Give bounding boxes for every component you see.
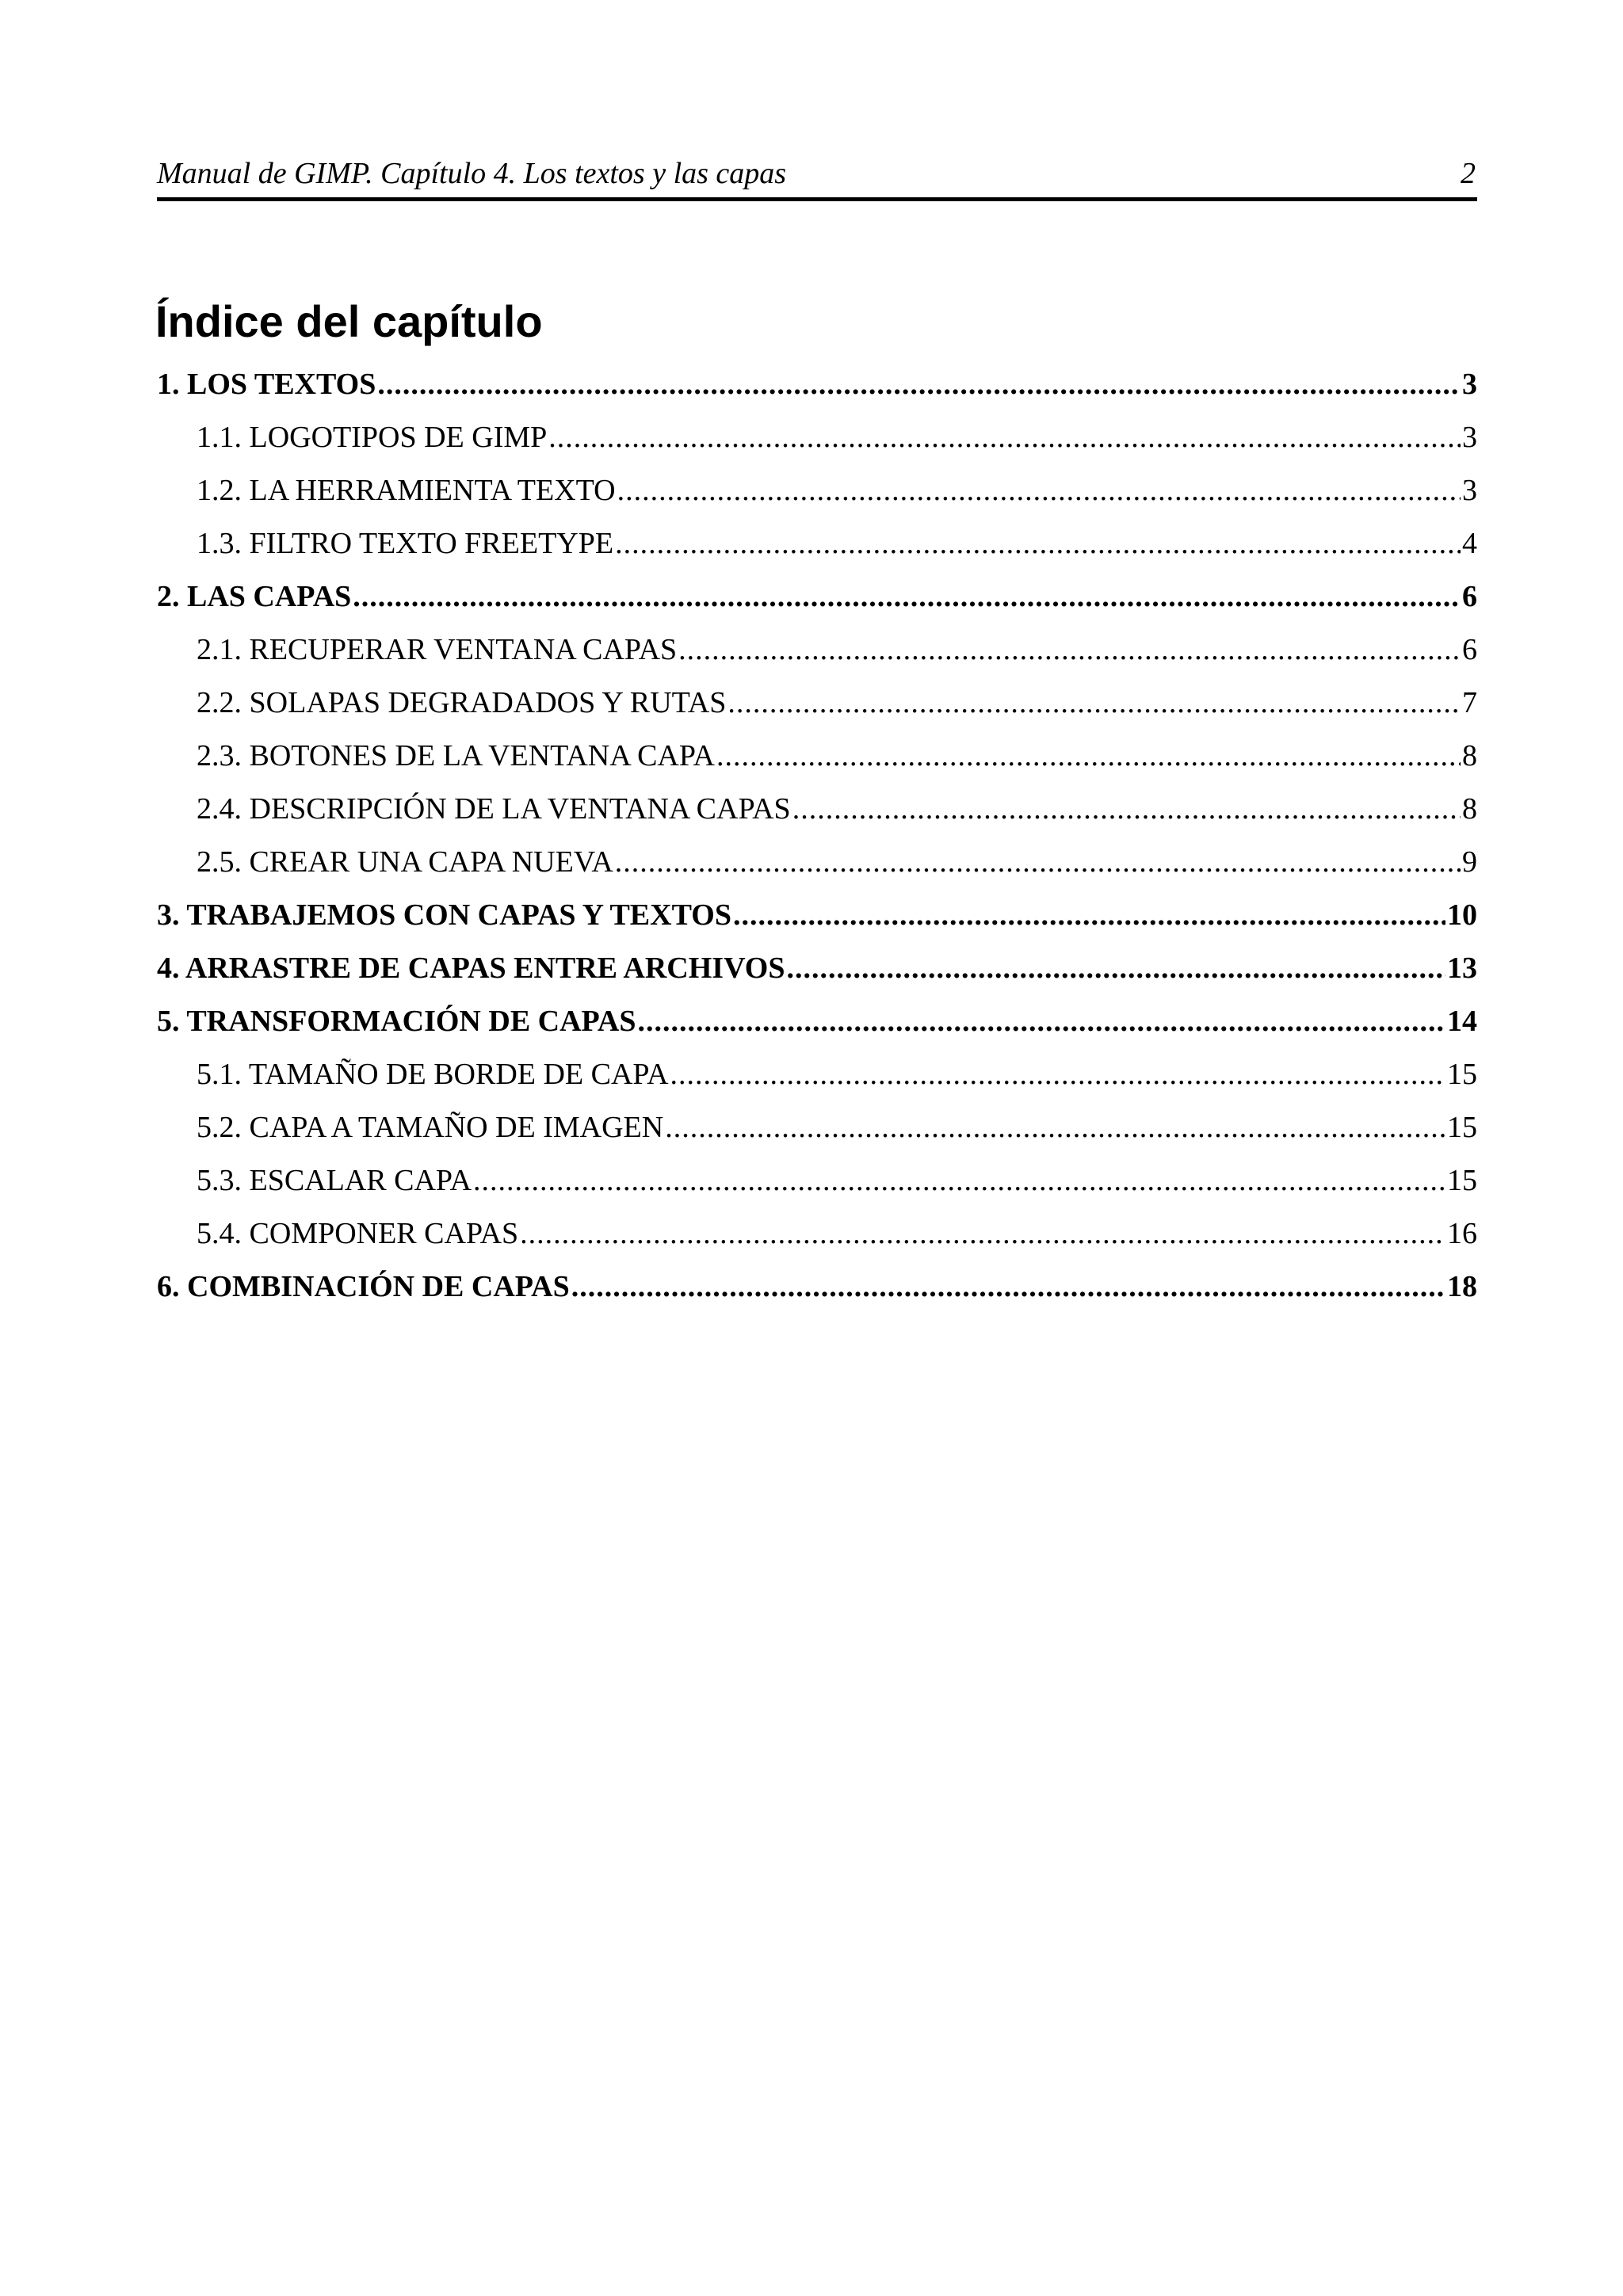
toc-entry-page: 4 [1462,527,1477,560]
toc-entry[interactable] [157,786,1477,839]
toc-entry-page: 18 [1447,1270,1477,1303]
toc-entry-page: 6 [1462,633,1477,666]
dot-leader [615,839,1461,885]
toc-entry[interactable] [157,414,1477,467]
dot-leader [678,627,1461,673]
table-of-contents [157,361,1477,1317]
toc-entry-label: 2. LAS CAPAS [157,580,352,613]
dot-leader [473,1158,1445,1203]
toc-entry-label: 1.2. LA HERRAMIENTA TEXTO [197,474,616,507]
dot-leader [665,1104,1445,1150]
toc-entry-label: 5. TRANSFORMACIÓN DE CAPAS [157,1005,636,1038]
toc-entry-page: 8 [1462,792,1477,826]
toc-entry-page: 6 [1462,580,1477,613]
toc-entry[interactable] [157,892,1477,945]
header-page-number: 2 [1461,157,1476,190]
dot-leader [615,521,1461,566]
dot-leader [571,1264,1445,1310]
toc-entry-label: 1.1. LOGOTIPOS DE GIMP [197,421,548,454]
toc-entry-label: 2.2. SOLAPAS DEGRADADOS Y RUTAS [197,686,727,719]
toc-entry-page: 15 [1447,1058,1477,1091]
toc-entry[interactable] [157,1104,1477,1158]
toc-entry-label: 5.2. CAPA A TAMAÑO DE IMAGEN [197,1111,664,1144]
dot-leader [520,1211,1445,1257]
toc-entry-page: 13 [1447,952,1477,985]
toc-entry[interactable] [157,1158,1477,1211]
dot-leader [548,414,1461,460]
toc-entry-page: 7 [1462,686,1477,719]
toc-entry[interactable] [157,680,1477,733]
toc-entry[interactable] [157,998,1477,1051]
toc-entry-label: 2.3. BOTONES DE LA VENTANA CAPA [197,739,715,772]
dot-leader [733,892,1445,938]
toc-entry[interactable] [157,733,1477,786]
dot-leader [353,574,1461,620]
toc-entry[interactable] [157,945,1477,998]
toc-entry[interactable] [157,467,1477,521]
dot-leader [670,1051,1445,1097]
toc-entry-label: 2.1. RECUPERAR VENTANA CAPAS [197,633,678,666]
dot-leader [786,945,1445,991]
toc-entry-page: 14 [1447,1005,1477,1038]
dot-leader [377,361,1461,407]
toc-entry-page: 3 [1462,368,1477,401]
dot-leader [617,467,1461,513]
dot-leader [716,733,1461,779]
toc-entry-page: 3 [1462,474,1477,507]
toc-entry-label: 1.3. FILTRO TEXTO FREETYPE [197,527,614,560]
toc-entry-page: 9 [1462,845,1477,879]
toc-entry-page: 3 [1462,421,1477,454]
toc-entry-label: 2.5. CREAR UNA CAPA NUEVA [197,845,613,879]
header-title: Manual de GIMP. Capítulo 4. Los textos y las capas [157,157,787,190]
toc-entry[interactable] [157,1264,1477,1317]
dot-leader [727,680,1461,726]
toc-entry-label: 5.3. ESCALAR CAPA [197,1164,472,1197]
toc-entry[interactable] [157,521,1477,574]
toc-entry[interactable] [157,1051,1477,1104]
toc-entry-page: 10 [1447,898,1477,932]
toc-entry-label: 5.1. TAMAÑO DE BORDE DE CAPA [197,1058,669,1091]
running-header [157,155,1477,201]
toc-entry-label: 3. TRABAJEMOS CON CAPAS Y TEXTOS [157,898,731,932]
toc-entry-label: 1. LOS TEXTOS [157,368,376,401]
toc-entry-page: 8 [1462,739,1477,772]
toc-entry[interactable] [157,839,1477,892]
toc-entry[interactable] [157,627,1477,680]
toc-entry[interactable] [157,1211,1477,1264]
toc-entry-page: 15 [1447,1164,1477,1197]
toc-entry-label: 5.4. COMPONER CAPAS [197,1217,519,1250]
dot-leader [638,998,1445,1044]
toc-entry-page: 15 [1447,1111,1477,1144]
toc-entry[interactable] [157,361,1477,414]
toc-entry-label: 6. COMBINACIÓN DE CAPAS [157,1270,570,1303]
toc-entry-label: 2.4. DESCRIPCIÓN DE LA VENTANA CAPAS [197,792,791,826]
toc-entry[interactable] [157,574,1477,627]
dot-leader [792,786,1461,832]
toc-heading: Índice del capítulo [155,296,543,346]
toc-entry-label: 4. ARRASTRE DE CAPAS ENTRE ARCHIVOS [157,952,785,985]
toc-entry-page: 16 [1447,1217,1477,1250]
